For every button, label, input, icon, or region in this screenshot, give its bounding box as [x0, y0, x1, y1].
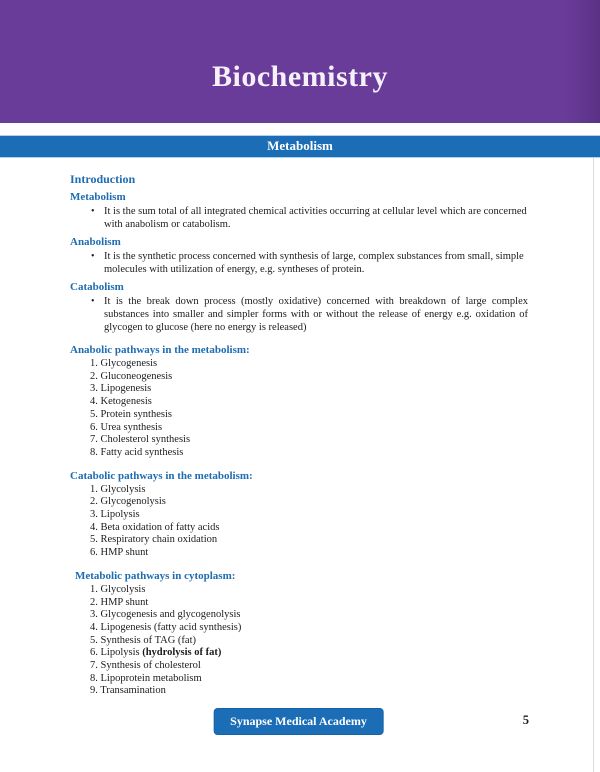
section-anabolism [70, 236, 528, 276]
bullet-icon: • [91, 206, 95, 217]
list-item: 5. Respiratory chain oxidation [90, 534, 218, 546]
brand-button-label: Synapse Medical Academy [230, 714, 367, 728]
section-heading: Metabolism [70, 191, 126, 203]
bullet-icon: • [91, 251, 95, 262]
list-item: 3. Lipogenesis [90, 383, 152, 395]
list-item: 7. Synthesis of cholesterol [90, 660, 201, 672]
list-heading: Metabolic pathways in cytoplasm: [75, 569, 236, 582]
list-item: 1. Glycolysis [90, 583, 146, 595]
list-item: 1. Glycogenesis [90, 358, 158, 369]
list-item: 8. Lipoprotein metabolism [90, 672, 202, 684]
list-item: 1. Glycolysis [90, 483, 146, 495]
page-footer [0, 708, 597, 742]
brand-button[interactable] [213, 708, 384, 735]
list-item: 3. Glycogenesis and glycogenolysis [90, 609, 241, 621]
bullet-item [70, 250, 528, 276]
page-edge-line [593, 158, 594, 772]
list-catabolic-pathways [70, 470, 528, 560]
page-number: 5 [522, 713, 529, 727]
list-cytoplasm-pathways [70, 570, 528, 698]
topic-title: Metabolism [267, 138, 333, 153]
bullet-text: It is the synthetic process concerned with synthesis of large, complex substances from small, simple molecules with utilization of energy, e.g. syntheses of protein. [104, 251, 524, 275]
bullet-text: It is the break down process (mostly oxidative) concerned with breakdown of large complex substances into smaller and simpler forms with or without the release of energy e.g. oxidation of glycogen to glucose (here no energy is released) [104, 296, 528, 333]
bullet-text: It is the sum total of all integrated chemical activities occurring at cellular level which are concerned with anabolism or catabolism. [104, 206, 527, 230]
section-heading: Anabolism [70, 236, 121, 248]
bullet-icon: • [91, 296, 95, 307]
list-item: 2. Glycogenolysis [90, 496, 166, 508]
list-item: 3. Lipolysis [90, 509, 140, 521]
intro-heading: Introduction [70, 172, 136, 186]
list-item-text: 6. Lipolysis [90, 647, 143, 659]
list-item: 5. Synthesis of TAG (fat) [90, 634, 196, 646]
section-catabolism [70, 281, 528, 334]
page-body [0, 158, 600, 698]
section-metabolism [70, 191, 528, 231]
bullet-item [70, 205, 528, 231]
list-item: 9. Transamination [90, 685, 166, 697]
bullet-item [70, 295, 528, 334]
list-item-bold-text: (hydrolysis of fat) [142, 647, 222, 659]
chapter-banner [0, 0, 600, 123]
topic-bar [0, 135, 600, 158]
list-item: 6. HMP shunt [90, 547, 149, 559]
list-heading: Anabolic pathways in the metabolism: [70, 344, 250, 356]
list-item: 8. Fatty acid synthesis [90, 446, 184, 458]
list-item: 4. Beta oxidation of fatty acids [90, 521, 220, 533]
list-item: 4. Lipogenesis (fatty acid synthesis) [90, 621, 242, 633]
list-item: 4. Ketogenesis [90, 396, 152, 408]
list-item [70, 647, 528, 660]
list-anabolic-pathways [70, 344, 528, 460]
chapter-title: Biochemistry [212, 59, 388, 93]
list-item: 7. Cholesterol synthesis [90, 434, 191, 446]
list-item: 5. Protein synthesis [90, 408, 172, 420]
section-heading: Catabolism [70, 281, 124, 293]
list-item: 6. Urea synthesis [90, 421, 163, 433]
list-heading: Catabolic pathways in the metabolism: [70, 469, 253, 482]
list-item: 2. Gluconeogenesis [90, 370, 173, 382]
list-item: 2. HMP shunt [90, 596, 149, 608]
